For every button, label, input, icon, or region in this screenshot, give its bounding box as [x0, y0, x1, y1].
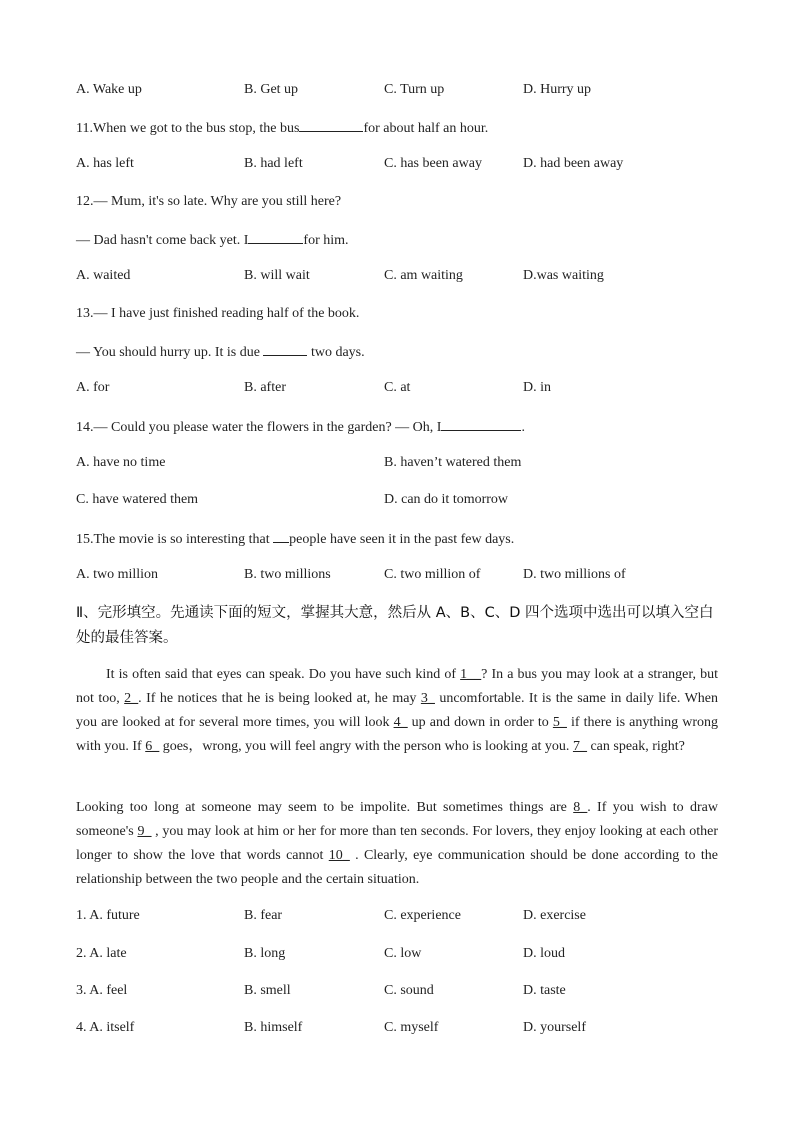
q14-option-c: C. have watered them	[76, 492, 199, 507]
q12-line2-text-end: for him.	[303, 233, 349, 248]
q14-options-row2	[76, 490, 718, 510]
q15-stem-text: 15.The movie is so interesting that	[76, 532, 274, 547]
q15-option-c: C. two million of	[384, 567, 481, 582]
q15-blank	[273, 528, 289, 543]
q12-line1: 12.— Mum, it's so late. Why are you still here?	[76, 194, 342, 209]
q15-options	[76, 565, 718, 585]
cloze-4-option-a: 4. A. itself	[76, 1020, 135, 1035]
cloze-1-option-b: B. fear	[244, 908, 283, 923]
passage-text: . If he notices that he is being looked at, he may	[138, 691, 421, 706]
passage-paragraph-1	[76, 663, 718, 759]
q14-options-row1	[76, 453, 718, 473]
q14-option-b: B. haven’t watered them	[384, 455, 522, 470]
cloze-1-option-c: C. experience	[384, 908, 461, 923]
q10-option-d: D. Hurry up	[523, 82, 592, 97]
cloze-3-option-a: 3. A. feel	[76, 983, 128, 998]
blank-3: 3_	[420, 691, 435, 706]
q14-stem-text: 14.— Could you please water the flowers in the garden? — Oh, I	[76, 420, 442, 435]
q12-options	[76, 266, 718, 286]
passage-text: can speak, right?	[586, 739, 685, 754]
cloze-1-option-d: D. exercise	[523, 908, 586, 923]
q13-line1: 13.— I have just finished reading half of the book.	[76, 306, 360, 321]
q14-stem-text-end: .	[521, 420, 525, 435]
cloze-3-option-b: B. smell	[244, 983, 291, 998]
cloze-4-options	[76, 1018, 718, 1038]
q11-option-a: A. has left	[76, 156, 134, 171]
passage-paragraph-2	[76, 796, 718, 892]
q11-blank	[299, 117, 363, 132]
blank-8: 8_	[573, 800, 588, 815]
q10-option-c: C. Turn up	[384, 82, 445, 97]
passage-text: up and down in order to	[407, 715, 553, 730]
q13-line2-text-end: two days.	[307, 345, 365, 360]
q11-stem	[76, 117, 718, 137]
cloze-4-option-c: C. myself	[384, 1020, 439, 1035]
cloze-3-option-d: D. taste	[523, 983, 566, 998]
passage-text: It is often said that eyes can speak. Do you have such kind of	[106, 667, 461, 682]
q15-option-b: B. two millions	[244, 567, 331, 582]
section-2-heading: Ⅱ、完形填空。先通读下面的短文，掌握其大意，然后从 A、B、C、D 四个选项中选出可以填入空白处的最佳答案。	[76, 605, 714, 646]
blank-4: 4_	[393, 715, 408, 730]
cloze-2-option-b: B. long	[244, 946, 286, 961]
q13-line2	[76, 341, 718, 361]
q10-option-a: A. Wake up	[76, 82, 142, 97]
q14-option-d: D. can do it tomorrow	[384, 492, 509, 507]
cloze-1-options	[76, 906, 718, 926]
q12-line2-text: — Dad hasn't come back yet. I	[76, 233, 249, 248]
passage-text: . If you wish to draw someone's	[76, 800, 718, 839]
q14-blank	[441, 416, 521, 431]
q13-blank	[263, 341, 307, 356]
cloze-4-option-d: D. yourself	[523, 1020, 586, 1035]
passage-text: Looking too long at someone may seem to be impolite. But sometimes things are	[76, 800, 574, 815]
cloze-4-option-b: B. himself	[244, 1020, 303, 1035]
q12-option-c: C. am waiting	[384, 268, 463, 283]
passage-text: goes，wrong, you will feel angry with the person who is looking at you.	[159, 739, 573, 754]
q15-option-d: D. two millions of	[523, 567, 626, 582]
passage-text: ? In a bus you may look at a stranger, but not too,	[76, 667, 718, 706]
passage-text: , you may look at him or her for more than ten seconds. For lovers, they enjoy looking at each other longer to show the love that words cannot	[76, 824, 718, 863]
q11-option-d: D. had been away	[523, 156, 624, 171]
q13-option-b: B. after	[244, 380, 286, 395]
q11-option-c: C. has been away	[384, 156, 482, 171]
q10-option-b: B. Get up	[244, 82, 299, 97]
blank-7: 7_	[572, 739, 587, 754]
q10-options	[76, 80, 718, 100]
cloze-2-options	[76, 944, 718, 964]
q12-blank	[248, 229, 303, 244]
q14-stem	[76, 416, 718, 436]
q13-options	[76, 378, 718, 398]
q11-stem-text: 11.When we got to the bus stop, the bus	[76, 121, 300, 136]
blank-9: 9_	[137, 824, 152, 839]
q12-line2	[76, 229, 718, 249]
blank-10: 10_	[328, 848, 350, 863]
q13-option-c: C. at	[384, 380, 411, 395]
cloze-2-option-d: D. loud	[523, 946, 565, 961]
q15-option-a: A. two million	[76, 567, 159, 582]
cloze-1-option-a: 1. A. future	[76, 908, 140, 923]
cloze-3-option-c: C. sound	[384, 983, 434, 998]
blank-6: 6_	[145, 739, 160, 754]
passage-text: if there is anything wrong with you. If	[76, 715, 718, 754]
q12-option-b: B. will wait	[244, 268, 310, 283]
q11-option-b: B. had left	[244, 156, 303, 171]
blank-2: 2_	[124, 691, 139, 706]
q15-stem-text-end: people have seen it in the past few days.	[289, 532, 515, 547]
cloze-2-option-c: C. low	[384, 946, 422, 961]
q11-stem-text-end: for about half an hour.	[363, 121, 489, 136]
cloze-2-option-a: 2. A. late	[76, 946, 127, 961]
q12-option-d: D.was waiting	[523, 268, 604, 283]
q13-option-a: A. for	[76, 380, 110, 395]
q12-option-a: A. waited	[76, 268, 131, 283]
blank-1: 1__	[460, 667, 482, 682]
blank-5: 5_	[552, 715, 567, 730]
passage-text: . Clearly, eye communication should be done according to the relationship between the two people and the certain situation.	[76, 848, 718, 887]
q14-option-a: A. have no time	[76, 455, 166, 470]
passage-text: uncomfortable. It is the same in daily life. When you are looked at for several more times, you will look	[76, 691, 719, 730]
q11-options	[76, 154, 718, 174]
q15-stem	[76, 528, 718, 548]
q13-option-d: D. in	[523, 380, 551, 395]
q13-line2-text: — You should hurry up. It is due	[76, 345, 264, 360]
cloze-3-options	[76, 981, 718, 1001]
